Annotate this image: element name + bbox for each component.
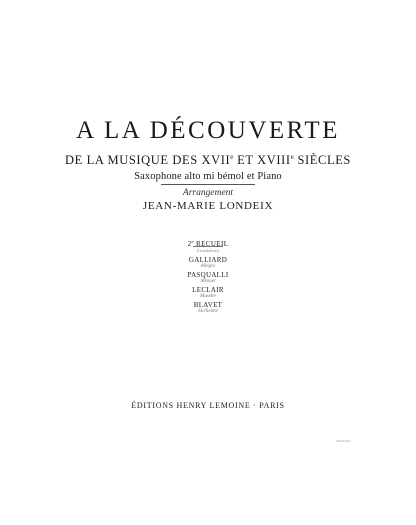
subtitle-part-3: SIÈCLES: [293, 153, 351, 167]
piece-title: Menuet: [200, 279, 216, 284]
cover-title: A LA DÉCOUVERTE: [76, 117, 340, 144]
piece-composer: BLAVET: [193, 301, 223, 309]
piece-title: Sicilienne: [198, 309, 218, 314]
arranger-name: JEAN-MARIE LONDEIX: [142, 200, 274, 212]
collection-number: 2: [187, 240, 192, 248]
subtitle-sup-1: e: [230, 153, 234, 161]
subtitle-sup-2: e: [290, 153, 294, 161]
collection-label: RECUEIL: [193, 240, 229, 248]
piece-title: Allegro: [200, 264, 216, 269]
cover-subtitle: [0, 150, 416, 167]
subtitle-part-1: DE LA MUSIQUE DES XVII: [65, 153, 231, 167]
publisher-imprint: ÉDITIONS HENRY LEMOINE · PARIS: [131, 401, 285, 410]
piece-composer: PASQUALLI: [187, 271, 229, 279]
collection-number-sup: e: [191, 239, 194, 244]
instrumentation: Saxophone alto mi bémol et Piano: [134, 171, 282, 182]
subtitle-part-2: ET XVIII: [233, 153, 291, 167]
piece-composer: LECLAIR: [192, 286, 224, 294]
piece-composer: GALLIARD: [188, 256, 228, 264]
piece-title: Musette: [200, 294, 216, 299]
collection-underline: [193, 246, 223, 247]
collection-note: (Grandaleuss): [196, 248, 220, 253]
plate-number: 24846 H.L.: [336, 439, 353, 443]
arrangement-label: Arrangement: [182, 188, 234, 198]
divider-line: [161, 184, 255, 185]
